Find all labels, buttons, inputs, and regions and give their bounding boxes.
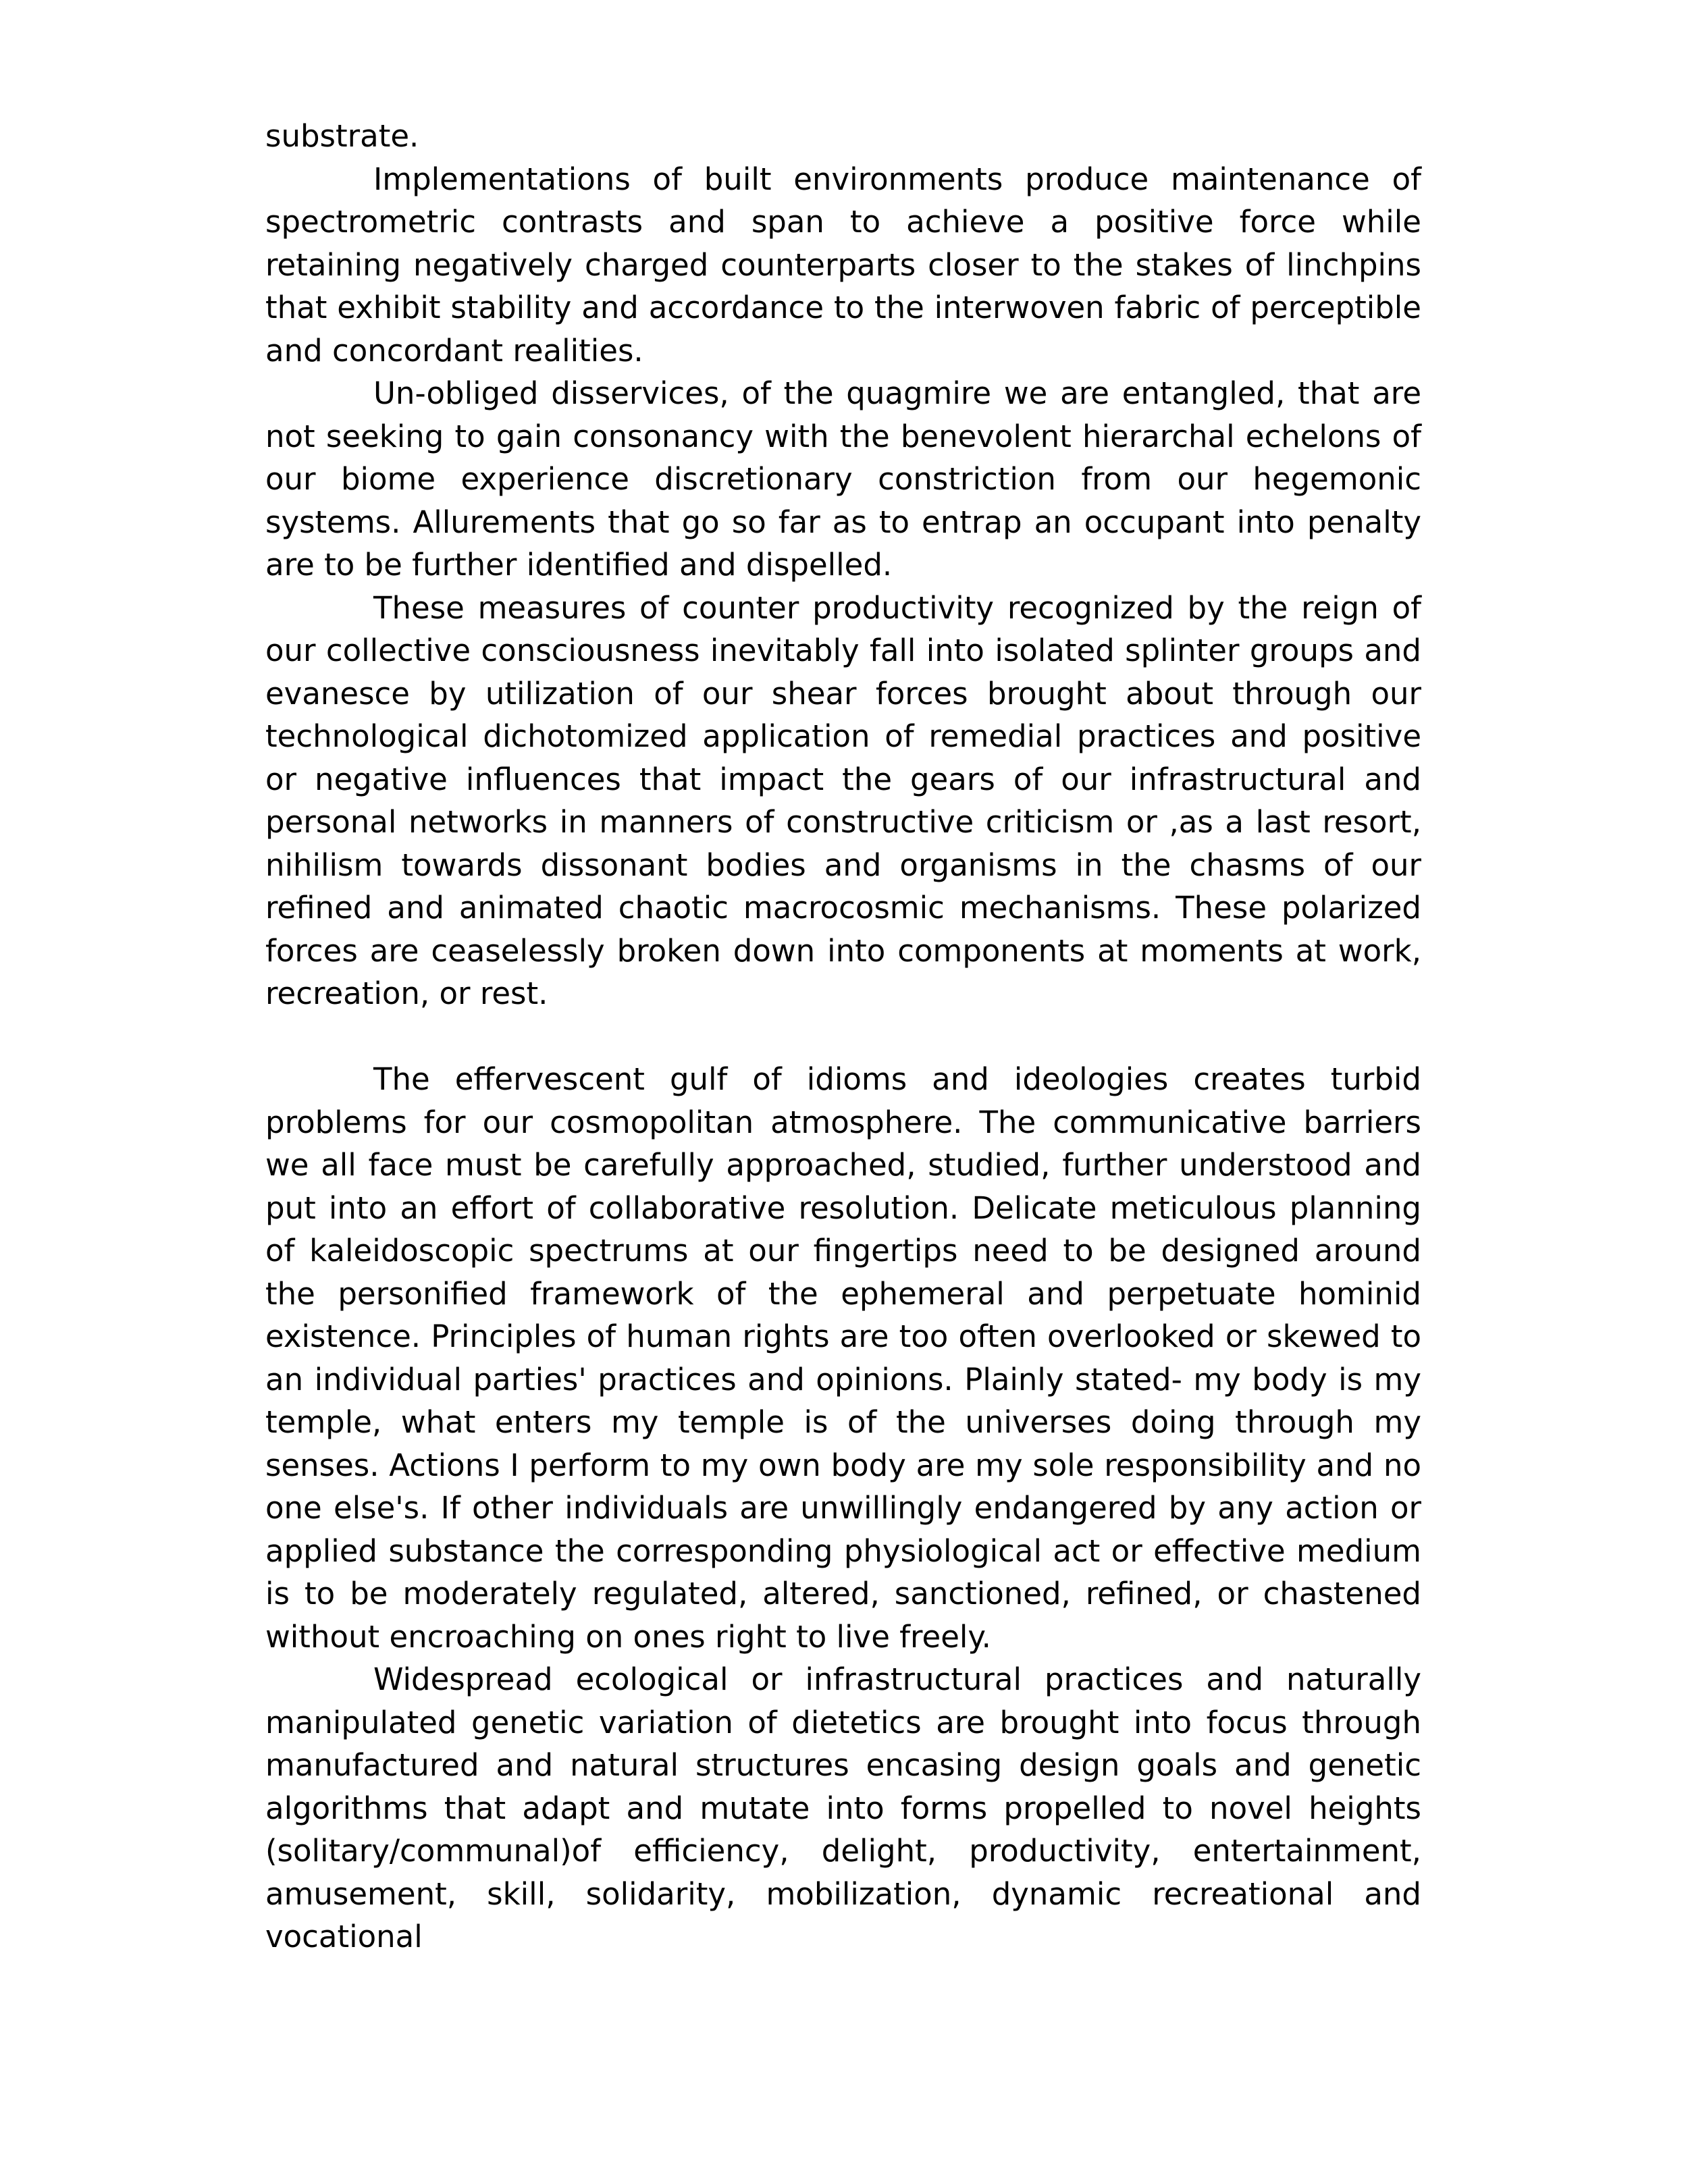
body-text <box>265 115 1421 1959</box>
paragraph-continuation: substrate. <box>265 118 419 154</box>
paragraph: These measures of counter productivity recognized by the reign of our collective consciousness inevitably fall into isolated splinter groups and evanesce by utilization of our shear forces brought about through our technological dichotomized application of remedial practices and positive or negative influences that impact the gears of our infrastructural and personal networks in manners of constructive criticism or ,as a last resort, nihilism towards dissonant bodies and organisms in the chasms of our refined and animated chaotic macrocosmic mechanisms. These polarized forces are ceaselessly broken down into components at moments at work, recreation, or rest. <box>265 589 1421 1011</box>
paragraph: Implementations of built environments produce maintenance of spectrometric contrasts and span to achieve a positive force while retaining negatively charged counterparts closer to the stakes of linchpins that exhibit stability and accordance to the interwoven fabric of perceptible and concordant realities. <box>265 161 1421 369</box>
paragraph: Widespread ecological or infrastructural practices and naturally manipulated genetic variation of dietetics are brought into focus through manufactured and natural structures encasing design goals and genetic algorithms that adapt and mutate into forms propelled to novel heights (solitary/communal)of efficiency, delight, productivity, entertainment, amusement, skill, solidarity, mobilization, dynamic recreational and vocational <box>265 1661 1421 1954</box>
paragraph: Un-obliged disservices, of the quagmire we are entangled, that are not seeking to gain consonancy with the benevolent hierarchal echelons of our biome experience discretionary constriction from our hegemonic systems. Allurements that go so far as to entrap an occupant into penalty are to be further identified and dispelled. <box>265 375 1421 583</box>
paragraph: The effervescent gulf of idioms and ideologies creates turbid problems for our cosmopolitan atmosphere. The communicative barriers we all face must be carefully approached, studied, further understood and put into an effort of collaborative resolution. Delicate meticulous planning of kaleidoscopic spectrums at our fingertips need to be designed around the personified framework of the ephemeral and perpetuate hominid existence. Principles of human rights are too often overlooked or skewed to an individual parties' practices and opinions. Plainly stated- my body is my temple, what enters my temple is of the universes doing through my senses. Actions I perform to my own body are my sole responsibility and no one else's. If other individuals are unwillingly endangered by any action or applied substance the corresponding physiological act or effective medium is to be moderately regulated, altered, sanctioned, refined, or chastened without encroaching on ones right to live freely. <box>265 1061 1421 1655</box>
